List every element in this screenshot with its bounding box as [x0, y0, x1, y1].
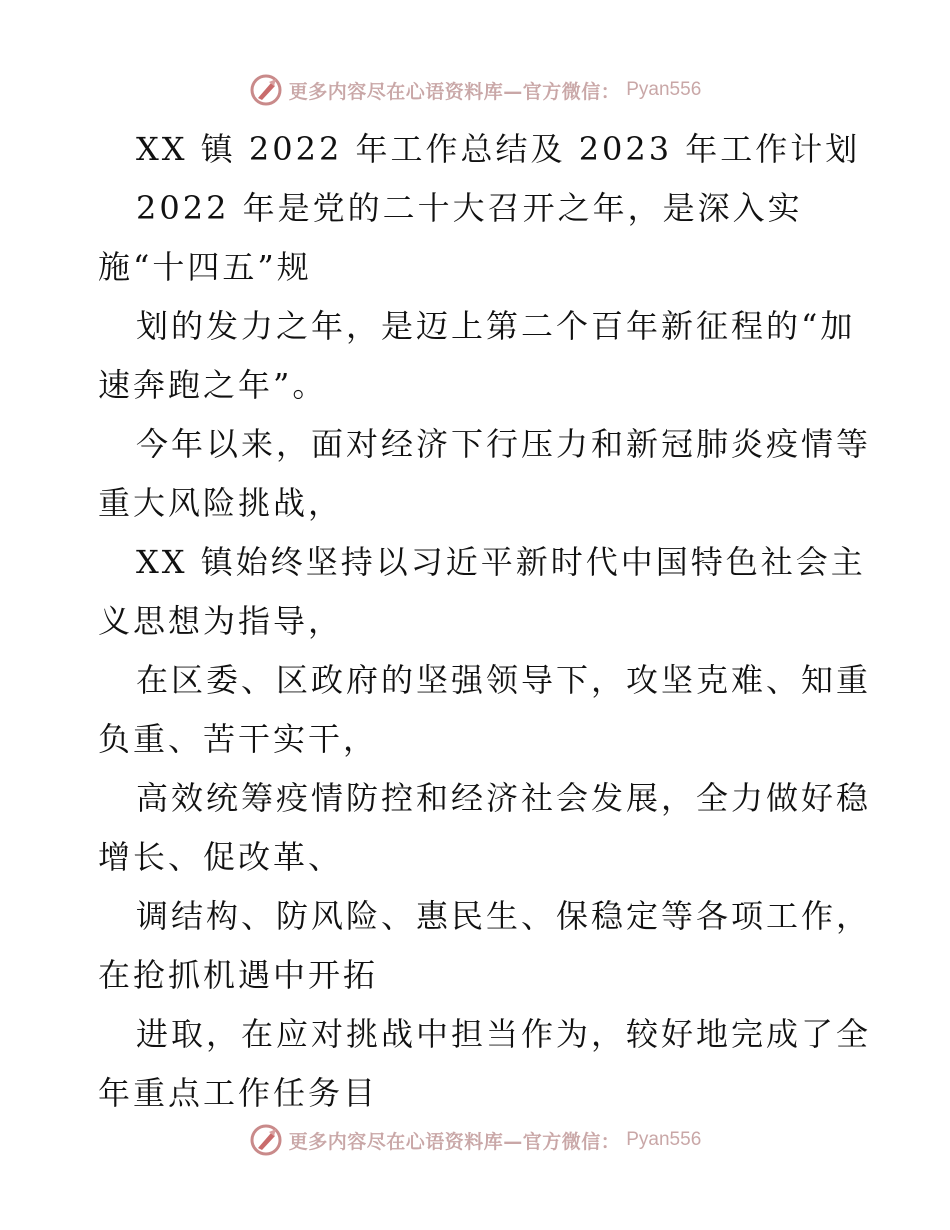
watermark-header [0, 70, 950, 110]
paragraph-line: 增长、促改革、 [98, 838, 344, 876]
watermark-footer [0, 1120, 950, 1160]
paragraph-line: 在抢抓机遇中开拓 [98, 956, 379, 994]
paragraph-line: 今年以来，面对经济下行压力和新冠肺炎疫情等 [136, 425, 872, 463]
document-title: XX 镇 2022 年工作总结及 2023 年工作计划 [136, 130, 861, 168]
paragraph-line: XX 镇始终坚持以习近平新时代中国特色社会主 [136, 543, 866, 581]
paragraph-line: 重大风险挑战， [98, 484, 344, 522]
paragraph-line: 义思想为指导， [98, 602, 344, 640]
pen-logo-icon [249, 73, 283, 107]
paragraph-line: 2022 年是党的二十大召开之年，是深入实 [136, 189, 803, 227]
paragraph-line: 速奔跑之年”。 [98, 366, 328, 404]
paragraph-line: 负重、苦干实干， [98, 720, 379, 758]
watermark-text: 更多内容尽在心语资料库—官方微信： [288, 1130, 621, 1153]
paragraph-line: 施“十四五”规 [98, 248, 312, 286]
paragraph-line: 划的发力之年，是迈上第二个百年新征程的“加 [136, 307, 856, 345]
document-body [98, 120, 872, 1123]
paragraph-line: 调结构、防风险、惠民生、保稳定等各项工作， [136, 897, 872, 935]
watermark-text: 更多内容尽在心语资料库—官方微信： [288, 80, 621, 103]
paragraph-line: 进取，在应对挑战中担当作为，较好地完成了全 [136, 1015, 872, 1053]
paragraph-line: 在区委、区政府的坚强领导下，攻坚克难、知重 [136, 661, 872, 699]
watermark-wechat-id: Pyan556 [626, 1129, 702, 1150]
pen-logo-icon [249, 1123, 283, 1157]
watermark-wechat-id: Pyan556 [626, 79, 702, 100]
paragraph-line: 年重点工作任务目 [98, 1074, 379, 1112]
paragraph-line: 高效统筹疫情防控和经济社会发展，全力做好稳 [136, 779, 872, 817]
